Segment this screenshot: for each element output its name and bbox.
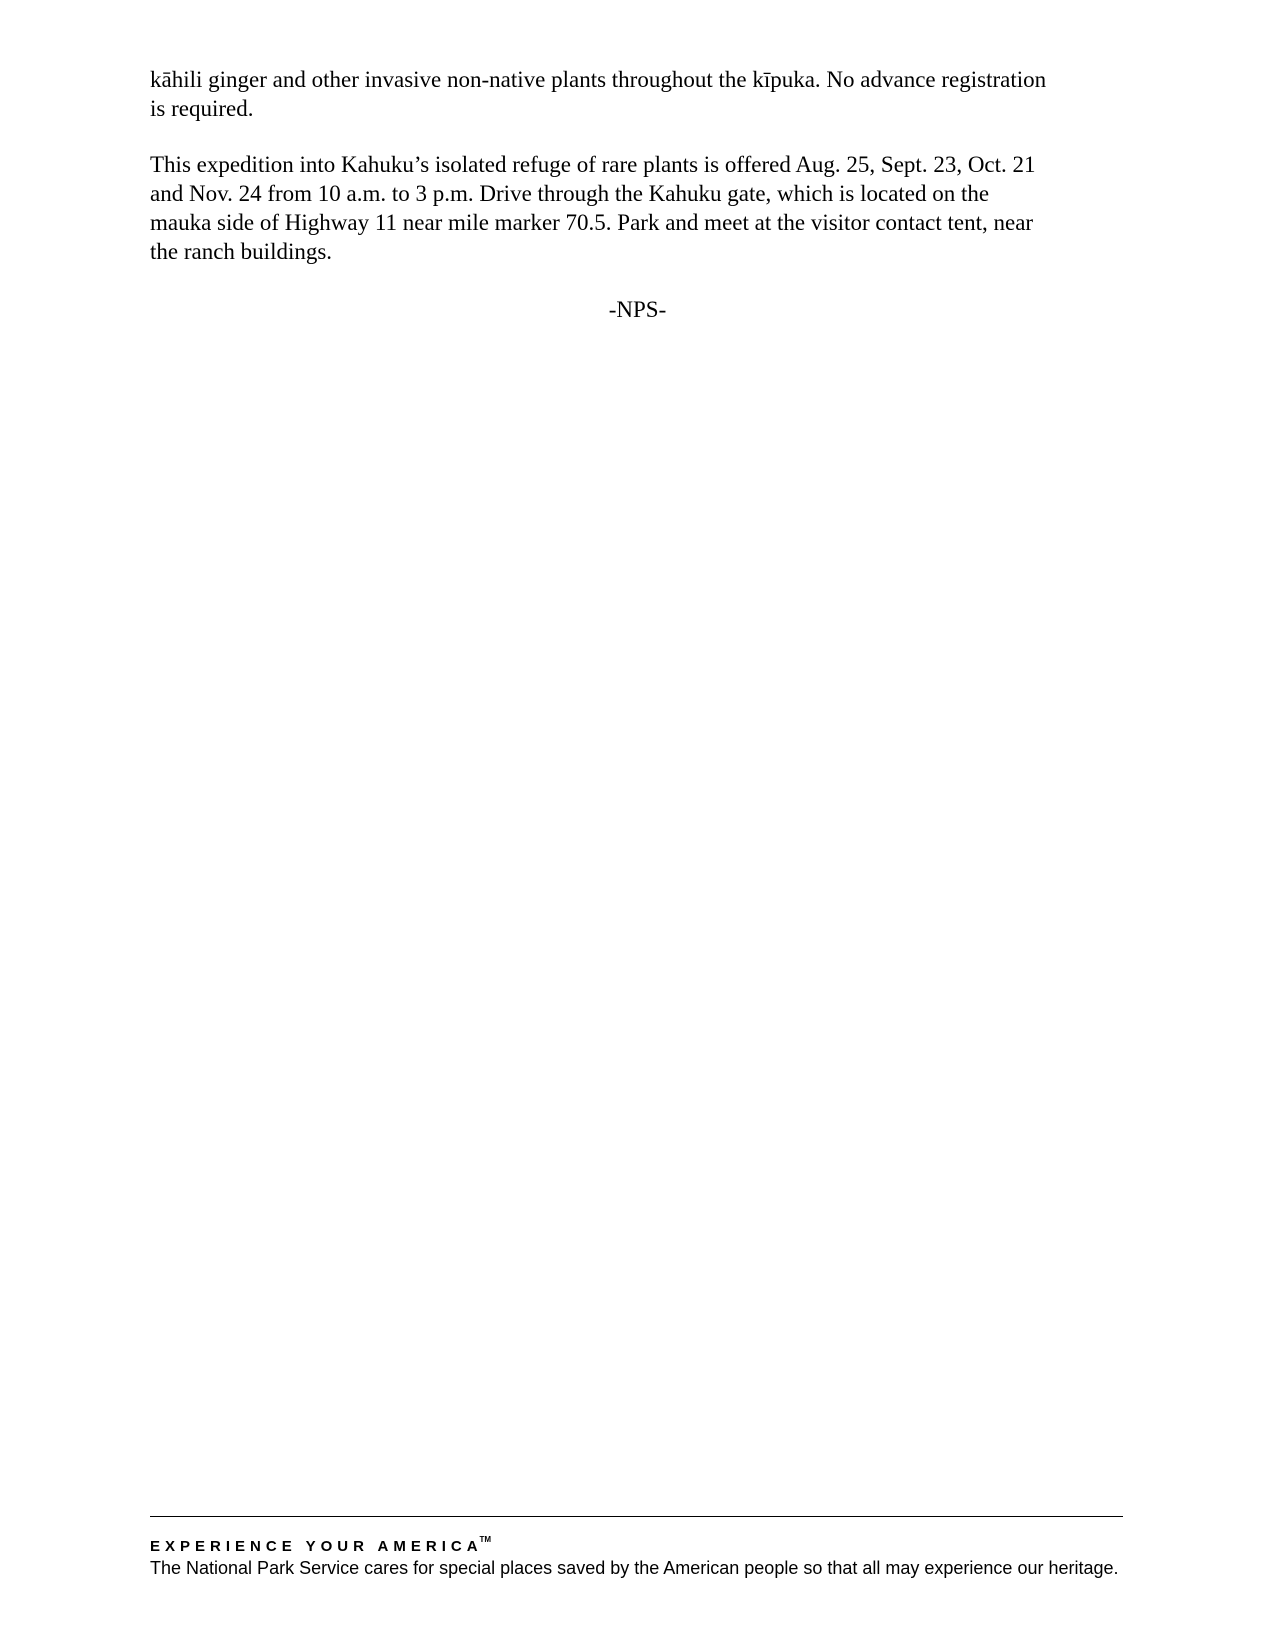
footer-divider (150, 1516, 1123, 1517)
paragraph-line: the ranch buildings. (150, 239, 333, 264)
body-paragraph (150, 65, 1125, 123)
tagline-text: EXPERIENCE YOUR AMERICA (150, 1538, 483, 1555)
end-of-release-mark: -NPS- (608, 297, 667, 322)
paragraph-line: mauka side of Highway 11 near mile marker 70.5. Park and meet at the visitor contact tent, near (150, 210, 1034, 235)
paragraph-line: This expedition into Kahuku’s isolated refuge of rare plants is offered Aug. 25, Sept. 23, Oct. 21 (150, 152, 1036, 177)
body-paragraph (150, 150, 1125, 266)
paragraph-line: is required. (150, 96, 254, 121)
footer-tagline (150, 1535, 491, 1555)
paragraph-line: kāhili ginger and other invasive non-native plants throughout the kīpuka. No advance registration (150, 67, 1047, 92)
footer-mission-statement: The National Park Service cares for special places saved by the American people so that all may experience our heritage. (150, 1558, 1119, 1578)
paragraph-line: and Nov. 24 from 10 a.m. to 3 p.m. Drive through the Kahuku gate, which is located on the (150, 181, 990, 206)
trademark-mark: TM (479, 1535, 492, 1544)
